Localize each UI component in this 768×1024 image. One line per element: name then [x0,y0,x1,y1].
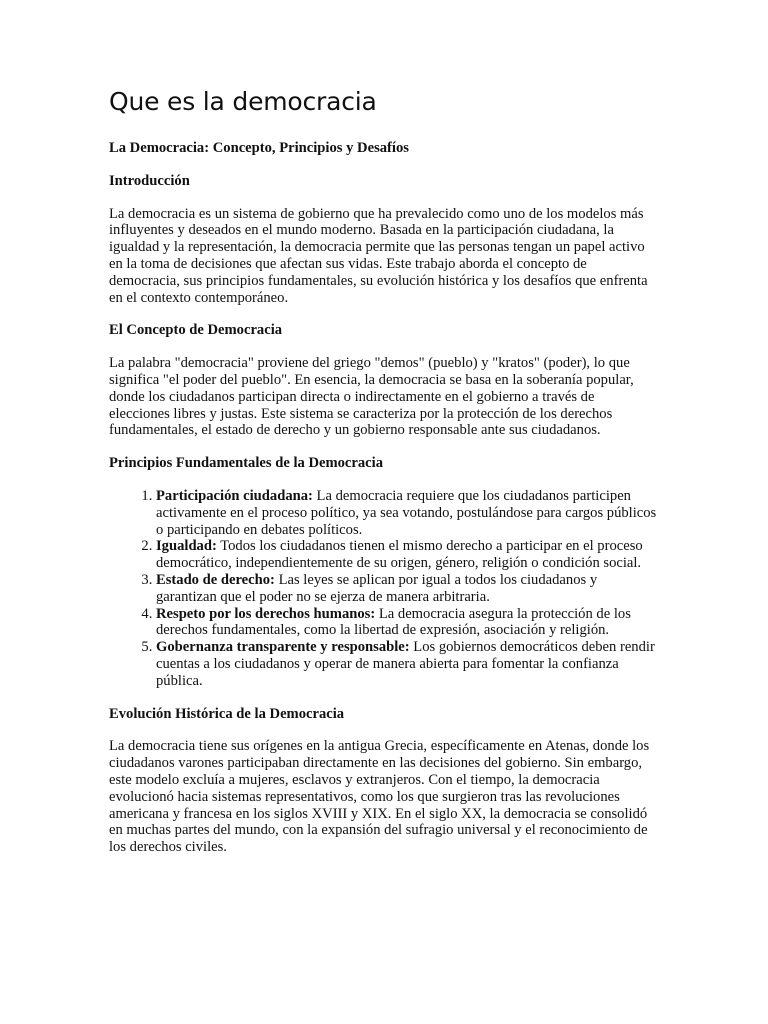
principles-heading: Principios Fundamentales de la Democracia [109,455,384,472]
list-item-text: La democracia requiere que los ciudadanos participen activamente en el proceso político, ya sea votando, postulándose para cargos públicos o participando en debates políticos. [156,487,657,538]
principles-list [109,488,657,690]
list-item-text: Las leyes se aplican por igual a todos los ciudadanos y garantizan que el poder no se ejerza de manera arbitraria. [156,571,598,605]
history-paragraph: La democracia tiene sus orígenes en la antigua Grecia, específicamente en Atenas, donde los ciudadanos varones participaban directamente en las decisiones del gobierno. Sin embargo, este modelo excluía a mujeres, esclavos y extranjeros. Con el tiempo, la democracia evolucionó hacia sistemas representativos, como los que surgieron tras las revoluciones americana y francesa en los siglos XVIII y XIX. En el siglo XX, la democracia se consolidó en muchas partes del mundo, con la expansión del sufragio universal y el reconocimiento de los derechos civiles. [109,738,650,856]
list-item-text: Todos los ciudadanos tienen el mismo derecho a participar en el proceso democrático, independientemente de su origen, género, religión o condición social. [156,538,643,572]
list-item-term: Gobernanza transparente y responsable: [156,639,410,656]
document-subtitle: La Democracia: Concepto, Principios y Desafíos [109,140,409,156]
list-item-term: Estado de derecho: [156,571,275,588]
document-page [109,84,657,872]
list-item [156,488,657,538]
intro-heading: Introducción [109,172,190,189]
intro-paragraph: La democracia es un sistema de gobierno que ha prevalecido como uno de los modelos más influyentes y deseados en el mundo moderno. Basada en la participación ciudadana, la igualdad y la representación, la democracia permite que las personas tengan un papel activo en la toma de decisiones que afectan sus vidas. Este trabajo aborda el concepto de democracia, sus principios fundamentales, su evolución histórica y los desafíos que enfrenta en el contexto contemporáneo. [109,205,648,306]
list-item [156,572,657,606]
list-item-term: Respeto por los derechos humanos: [156,605,376,622]
list-item-term: Participación ciudadana: [156,487,313,504]
concept-heading: El Concepto de Democracia [109,322,283,339]
concept-paragraph: La palabra "democracia" proviene del griego "demos" (pueblo) y "kratos" (poder), lo que significa "el poder del pueblo". En esencia, la democracia se basa en la soberanía popular, donde los ciudadanos participan directa o indirectamente en el gobierno a través de elecciones libres y justas. Este sistema se caracteriza por la protección de los derechos fundamentales, el estado de derecho y un gobierno responsable ante sus ciudadanos. [109,355,634,439]
list-item [156,639,657,689]
list-item-term: Igualdad: [156,538,217,555]
history-heading: Evolución Histórica de la Democracia [109,705,345,722]
list-item-text: Los gobiernos democráticos deben rendir cuentas a los ciudadanos y operar de manera abierta para fomentar la confianza pública. [156,639,655,689]
document-title: Que es la democracia [109,87,377,116]
list-item-text: La democracia asegura la protección de los derechos fundamentales, como la libertad de expresión, asociación y religión. [156,605,631,639]
list-item [156,606,657,640]
list-item [156,538,657,572]
